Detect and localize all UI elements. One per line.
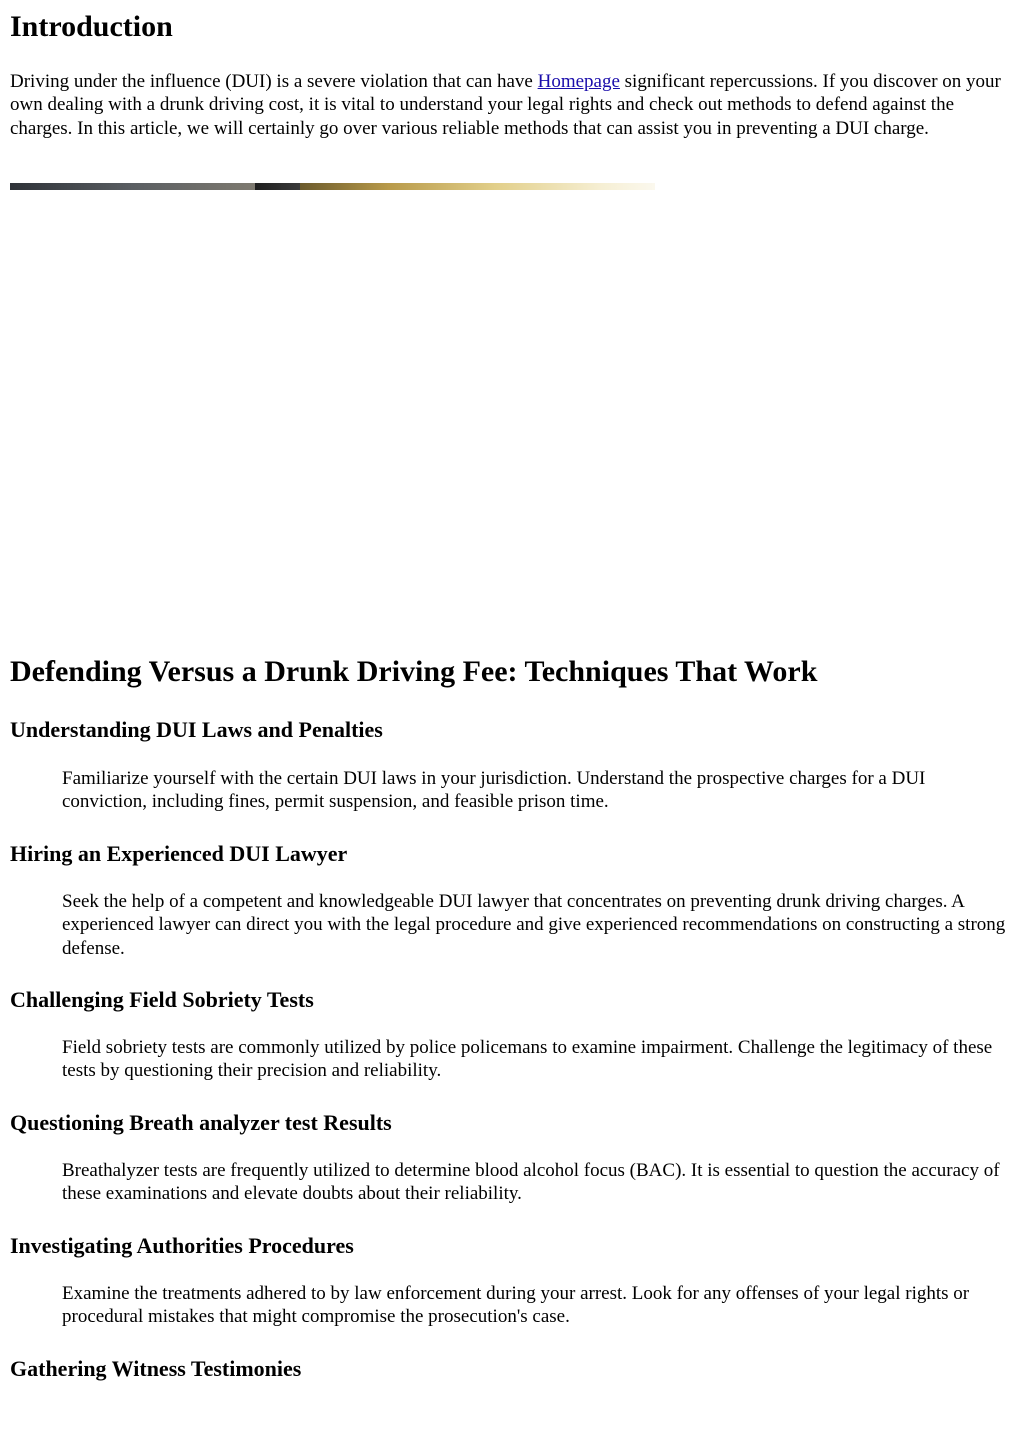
section-text: Field sobriety tests are commonly utilized by police policemans to examine impairment. Challenge the legitimacy of these tests by questioning their precision and reliability. [62, 1037, 993, 1082]
section-breathalyzer [10, 1109, 1014, 1206]
section-witness-testimonies [10, 1355, 1014, 1383]
section-heading: Hiring an Experienced DUI Lawyer [10, 841, 348, 866]
section-dui-laws [10, 716, 1014, 814]
article-image [10, 183, 655, 190]
homepage-link[interactable]: Homepage [537, 71, 620, 92]
section-heading: Questioning Breath analyzer test Results [10, 1110, 392, 1135]
section-sobriety-tests [10, 986, 1014, 1083]
section-heading: Challenging Field Sobriety Tests [10, 987, 314, 1012]
intro-text-end: significant repercussions. If you discover on your own dealing with a drunk driving cost, it is vital to understand your legal rights and check out methods to defend against the charges. In this article, we will certainly go over various reliable methods that can assist you in preventing a DUI charge. [10, 71, 1001, 139]
section-text: Seek the help of a competent and knowledgeable DUI lawyer that concentrates on preventing drunk driving charges. A experienced lawyer can direct you with the legal procedure and give experienced recommendations on constructing a strong defense. [62, 891, 1006, 959]
main-heading: Defending Versus a Drunk Driving Fee: Techniques That Work [10, 655, 818, 688]
section-text: Examine the treatments adhered to by law enforcement during your arrest. Look for any offenses of your legal rights or procedural mistakes that might compromise the prosecution's case. [62, 1283, 970, 1328]
image-segment-dark [10, 183, 255, 190]
section-hiring-lawyer [10, 840, 1014, 960]
section-police-procedures [10, 1232, 1014, 1329]
section-text: Familiarize yourself with the certain DUI laws in your jurisdiction. Understand the prospective charges for a DUI conviction, including fines, permit suspension, and feasible prison time. [62, 768, 926, 813]
image-segment-gold [300, 183, 655, 190]
section-heading: Gathering Witness Testimonies [10, 1356, 302, 1381]
section-text: Breathalyzer tests are frequently utilized to determine blood alcohol focus (BAC). It is essential to question the accuracy of these examinations and elevate doubts about their reliability. [62, 1160, 1000, 1205]
section-heading: Understanding DUI Laws and Penalties [10, 717, 383, 742]
intro-heading: Introduction [10, 10, 173, 43]
intro-text-start: Driving under the influence (DUI) is a severe violation that can have [10, 71, 538, 92]
section-heading: Investigating Authorities Procedures [10, 1233, 354, 1258]
intro-paragraph [10, 70, 1010, 140]
image-segment-mid [255, 183, 300, 190]
